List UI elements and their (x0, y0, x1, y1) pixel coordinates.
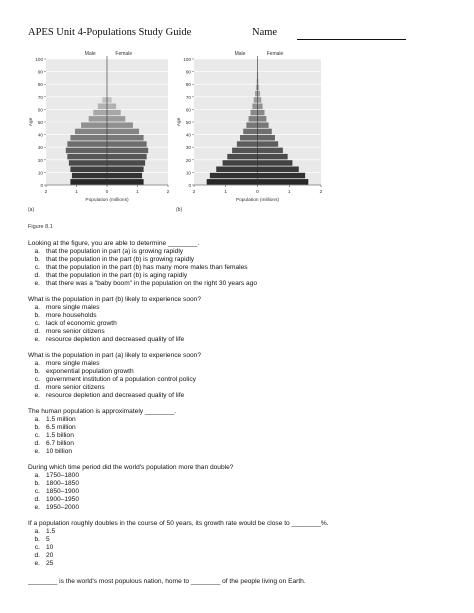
option-text: lack of economic growth (46, 320, 117, 327)
option-text: more single males (46, 360, 100, 367)
option-letter: d. (34, 272, 40, 279)
option-text: government institution of a population control policy (46, 376, 196, 383)
question-6 (28, 520, 448, 568)
male-bar (207, 179, 258, 185)
male-bar (240, 135, 257, 141)
answer-option (28, 424, 448, 432)
figure-caption: Figure 8.1 (28, 224, 53, 230)
female-bar (107, 160, 145, 166)
answer-option (28, 472, 448, 480)
x-axis-label: Population (millions) (85, 198, 129, 203)
option-text: that the population in the part (b) is aging rapidly (46, 272, 188, 279)
option-letter: a. (34, 472, 40, 479)
answer-option (28, 248, 448, 256)
option-letter: d. (34, 496, 40, 503)
option-text: 5 (46, 536, 50, 543)
y-tick-label: 100 (183, 57, 191, 62)
male-bar (237, 141, 258, 147)
option-letter: c. (34, 488, 40, 495)
female-bar (258, 122, 269, 128)
male-bar (232, 148, 257, 154)
x-tick-label: 0 (256, 190, 259, 195)
option-letter: a. (34, 304, 40, 311)
question-stem: If a population roughly doubles in the course of 50 years, its growth rate would be close to ________%. (28, 520, 329, 527)
x-tick-label: 1 (136, 190, 139, 195)
name-blank (297, 39, 406, 40)
male-bar (223, 160, 258, 166)
option-text: 1950–2000 (46, 504, 80, 511)
male-bar (67, 154, 107, 160)
y-tick-label: 50 (185, 120, 191, 125)
option-text: that the population in part (a) is growing rapidly (46, 248, 184, 255)
option-text: 10 (46, 544, 54, 551)
male-bar (70, 135, 107, 141)
answer-option (28, 376, 448, 384)
answer-option (28, 328, 448, 336)
male-bar (70, 167, 107, 173)
x-tick-label: 2 (319, 190, 323, 195)
y-tick-label: 80 (185, 82, 191, 88)
male-bar (254, 97, 258, 103)
female-bar (258, 97, 262, 103)
answer-option (28, 488, 448, 496)
pyramid-a-chart (26, 45, 176, 215)
female-bar (258, 148, 283, 154)
female-bar (107, 122, 133, 128)
male-bar (255, 91, 258, 97)
y-tick-label: 60 (185, 107, 191, 113)
male-bar (216, 167, 257, 173)
x-tick-label: 0 (105, 190, 109, 195)
male-bar (102, 97, 107, 103)
y-tick-label: 0 (40, 183, 43, 188)
option-letter: a. (34, 528, 40, 535)
x-axis-label: Population (millions) (235, 198, 280, 203)
y-axis-label: Age (177, 117, 182, 127)
y-tick-label: 30 (37, 145, 43, 151)
answer-option (28, 560, 448, 568)
male-bar (251, 110, 258, 116)
panel-label: (b) (176, 207, 183, 213)
answer-option (28, 544, 448, 552)
option-text: more senior citizens (46, 384, 105, 391)
female-bar (258, 167, 299, 173)
female-bar (258, 154, 288, 160)
option-letter: b. (34, 536, 40, 543)
option-letter: e. (34, 280, 40, 287)
pyramid-b-chart (174, 45, 329, 215)
option-letter: e. (34, 560, 40, 567)
answer-option (28, 440, 448, 448)
question-5 (28, 464, 448, 512)
answer-option (28, 392, 448, 400)
female-bar (107, 179, 144, 185)
question-3 (28, 352, 448, 400)
female-bar (107, 97, 112, 103)
option-text: resource depletion and decreased quality of life (46, 336, 185, 343)
answer-option (28, 312, 448, 320)
option-text: 1.5 billion (46, 432, 74, 439)
male-bar (72, 173, 107, 179)
male-label: Male (84, 51, 96, 57)
female-label: Female (115, 51, 133, 57)
answer-option (28, 320, 448, 328)
option-letter: d. (34, 384, 40, 391)
page-title: APES Unit 4-Populations Study Guide (28, 27, 192, 38)
option-text: exponential population growth (46, 368, 134, 375)
option-letter: b. (34, 480, 40, 487)
option-text: more single males (46, 304, 100, 311)
answer-option (28, 496, 448, 504)
option-letter: e. (34, 392, 40, 399)
y-tick-label: 70 (37, 94, 43, 100)
question-list (28, 240, 448, 594)
y-tick-label: 40 (185, 132, 191, 138)
question-stem: What is the population in part (b) likely to experience soon? (28, 296, 201, 303)
option-text: 10 billion (46, 448, 73, 455)
option-text: 1.5 (46, 528, 56, 535)
option-letter: d. (34, 552, 40, 559)
male-bar (67, 141, 107, 147)
answer-option (28, 304, 448, 312)
y-tick-label: 60 (37, 107, 43, 113)
option-text: 1900–1950 (46, 496, 80, 503)
female-bar (258, 104, 263, 110)
option-letter: e. (34, 504, 40, 511)
option-text: resource depletion and decreased quality of life (46, 392, 185, 399)
option-text: 1.5 million (46, 416, 76, 423)
answer-option (28, 432, 448, 440)
male-label: Male (234, 51, 246, 57)
answer-option (28, 256, 448, 264)
option-text: 20 (46, 552, 54, 559)
male-bar (75, 129, 107, 135)
population-pyramid-a (26, 45, 176, 215)
option-letter: c. (34, 432, 40, 439)
question-stem: Looking at the figure, you are able to determine ________. (28, 240, 200, 247)
answer-option (28, 416, 448, 424)
y-tick-label: 20 (37, 157, 43, 163)
male-bar (81, 122, 107, 128)
answer-option (28, 280, 448, 288)
male-bar (210, 173, 258, 179)
question-stem: During which time period did the world's population more than double? (28, 464, 234, 471)
option-text: 6.7 billion (46, 440, 74, 447)
answer-option (28, 384, 448, 392)
option-letter: c. (34, 376, 40, 383)
female-bar (258, 173, 306, 179)
option-text: 25 (46, 560, 54, 567)
answer-option (28, 536, 448, 544)
y-tick-label: 100 (35, 57, 43, 62)
male-bar (69, 160, 107, 166)
answer-option (28, 480, 448, 488)
female-bar (107, 129, 139, 135)
y-tick-label: 10 (37, 170, 43, 176)
question-2 (28, 296, 448, 344)
x-tick-label: 1 (224, 190, 228, 195)
y-tick-label: 80 (37, 82, 43, 88)
male-bar (89, 116, 107, 122)
final-question: ________ is the world's most populous nation, home to ________ of the people living on Earth. (28, 578, 306, 585)
option-text: that there was a "baby boom" in the population on the right 30 years ago (46, 280, 258, 287)
answer-option (28, 360, 448, 368)
female-bar (107, 148, 148, 154)
option-letter: b. (34, 312, 40, 319)
x-tick-label: 1 (75, 190, 78, 195)
female-bar (107, 167, 144, 173)
panel-label: (a) (28, 207, 35, 213)
population-pyramid-b (174, 45, 329, 215)
option-letter: d. (34, 440, 40, 447)
female-bar (258, 135, 275, 141)
male-bar (243, 129, 257, 135)
y-tick-label: 40 (37, 132, 43, 138)
female-bar (107, 141, 147, 147)
y-tick-label: 30 (185, 145, 191, 151)
answer-option (28, 272, 448, 280)
option-letter: e. (34, 336, 40, 343)
y-tick-label: 90 (185, 69, 191, 75)
x-tick-label: 2 (192, 190, 196, 195)
female-bar (107, 104, 116, 110)
female-bar (107, 154, 147, 160)
question-1 (28, 240, 448, 288)
option-letter: c. (34, 264, 40, 271)
x-tick-label: 2 (44, 190, 48, 195)
y-tick-label: 10 (185, 170, 191, 176)
question-stem: What is the population in part (a) likely to experience soon? (28, 352, 201, 359)
option-letter: c. (34, 320, 40, 327)
y-tick-label: 50 (37, 120, 43, 125)
option-letter: b. (34, 424, 40, 431)
option-letter: b. (34, 368, 40, 375)
answer-option (28, 264, 448, 272)
female-bar (258, 110, 265, 116)
x-tick-label: 2 (166, 190, 170, 195)
female-bar (258, 129, 272, 135)
option-letter: a. (34, 416, 40, 423)
male-bar (227, 154, 257, 160)
answer-option (28, 336, 448, 344)
female-bar (107, 116, 125, 122)
y-tick-label: 70 (185, 94, 191, 100)
question-4 (28, 408, 448, 456)
male-bar (246, 122, 257, 128)
option-text: that the population in the part (b) is growing rapidly (46, 256, 195, 263)
female-bar (258, 160, 293, 166)
male-bar (66, 148, 107, 154)
answer-option (28, 504, 448, 512)
y-tick-label: 90 (37, 69, 43, 75)
y-axis-label: Age (29, 117, 34, 127)
option-letter: a. (34, 248, 40, 255)
y-tick-label: 20 (185, 157, 191, 163)
female-bar (258, 91, 261, 97)
option-letter: e. (34, 448, 40, 455)
page-header (28, 27, 468, 43)
option-text: 1850–1900 (46, 488, 80, 495)
female-bar (258, 116, 267, 122)
option-letter: c. (34, 544, 40, 551)
answer-option (28, 528, 448, 536)
option-letter: d. (34, 328, 40, 335)
name-label: Name (252, 27, 278, 38)
option-letter: a. (34, 360, 40, 367)
male-bar (252, 104, 257, 110)
question-stem: The human population is approximately ________. (28, 408, 177, 415)
option-text: more senior citizens (46, 328, 105, 335)
answer-option (28, 368, 448, 376)
option-text: 1800–1850 (46, 480, 80, 487)
male-bar (98, 104, 107, 110)
female-bar (258, 141, 279, 147)
female-bar (258, 179, 309, 185)
female-label: Female (266, 51, 284, 57)
female-bar (107, 110, 121, 116)
option-letter: b. (34, 256, 40, 263)
option-text: that the population in the part (b) has many more males than females (46, 264, 248, 271)
male-bar (93, 110, 107, 116)
option-text: 6.5 million (46, 424, 76, 431)
y-tick-label: 0 (188, 183, 191, 188)
option-text: 1750–1800 (46, 472, 80, 479)
male-bar (249, 116, 258, 122)
option-text: more households (46, 312, 97, 319)
female-bar (107, 135, 144, 141)
answer-option (28, 552, 448, 560)
female-bar (107, 173, 142, 179)
x-tick-label: 1 (287, 190, 291, 195)
male-bar (70, 179, 107, 185)
answer-option (28, 448, 448, 456)
